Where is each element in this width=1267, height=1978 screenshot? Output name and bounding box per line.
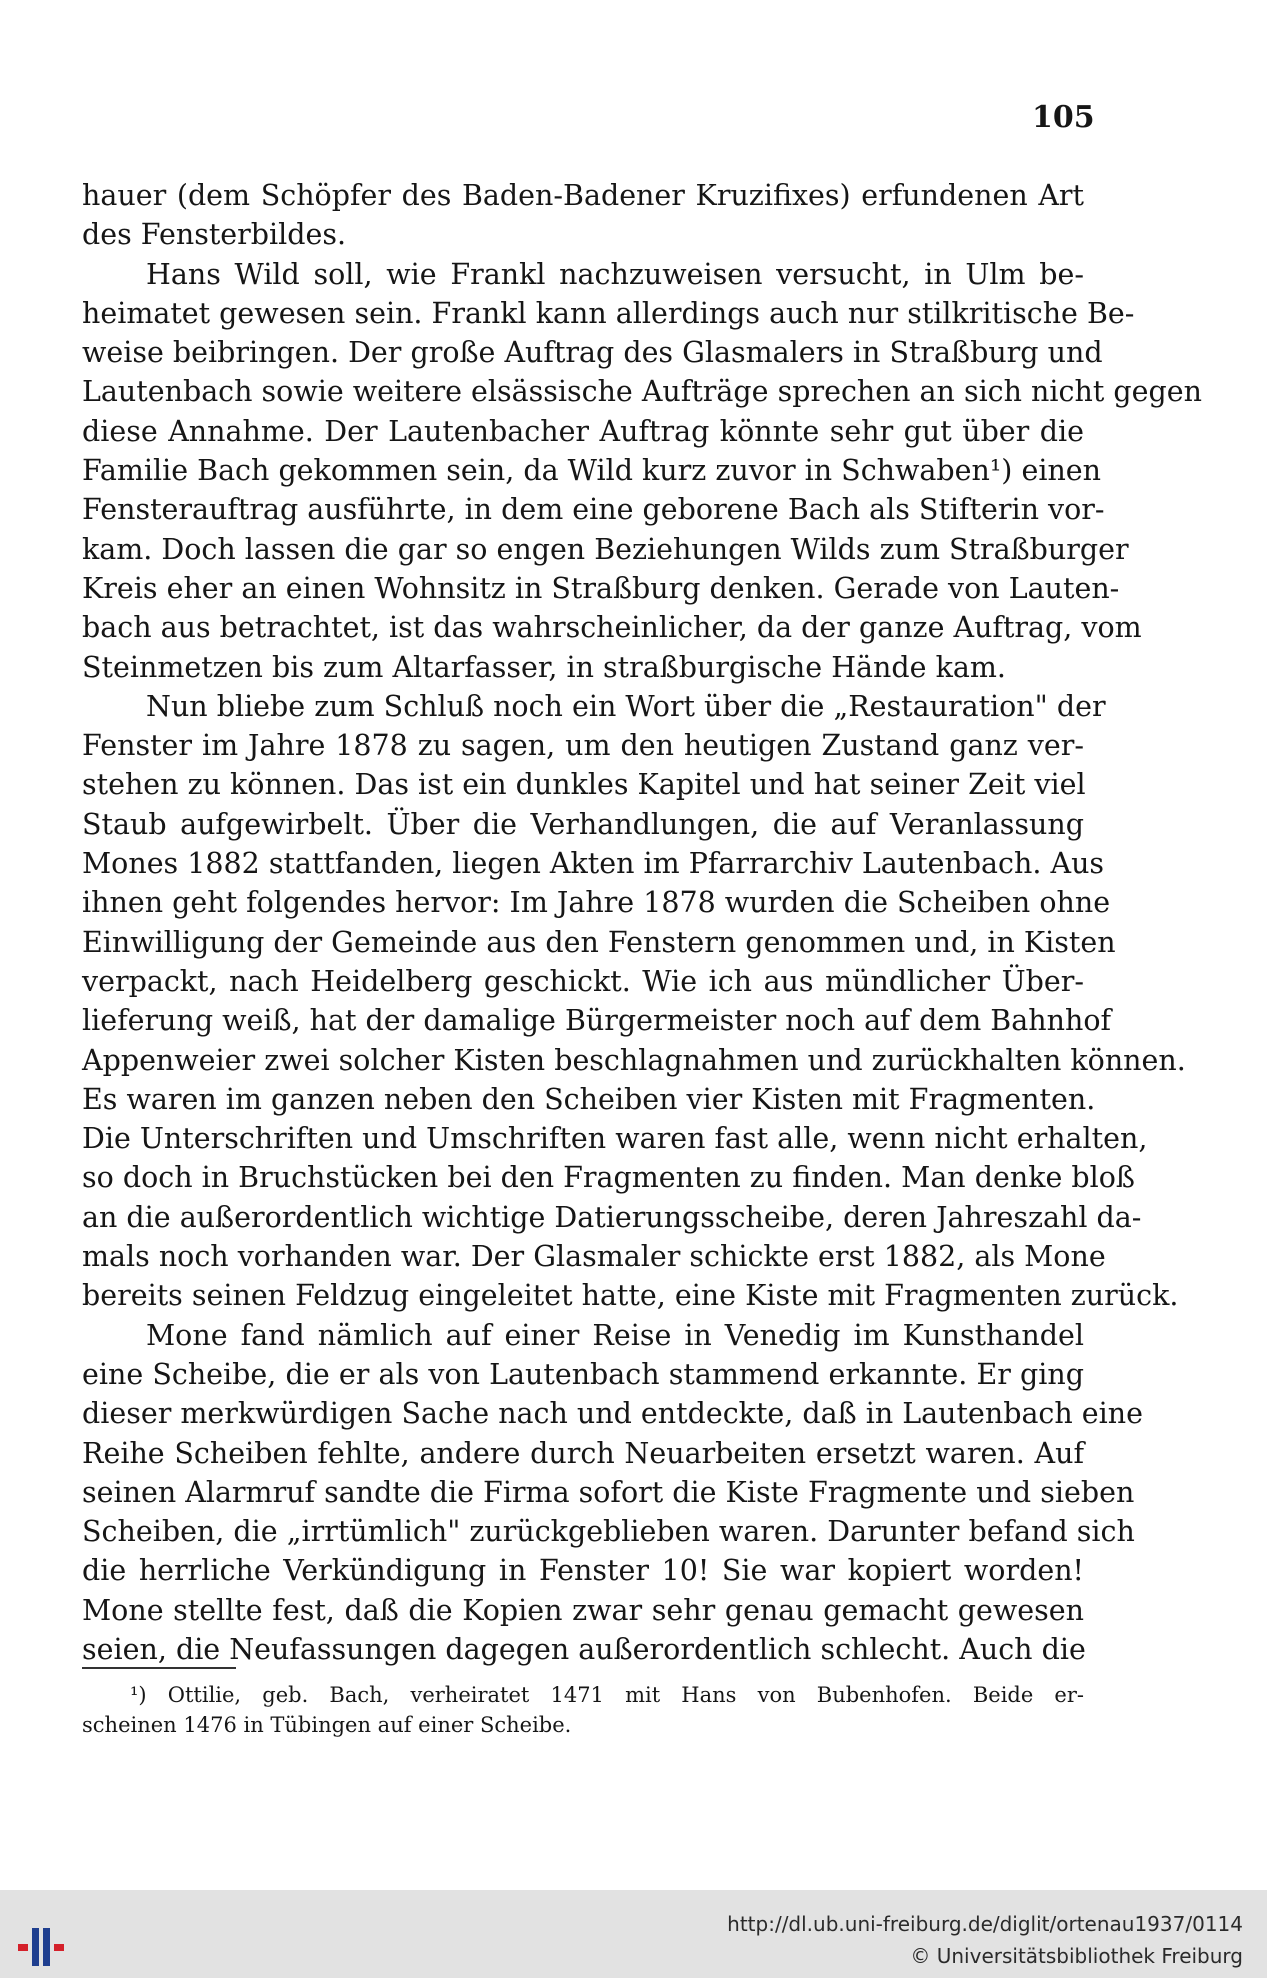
- text-line: eine Scheibe, die er als von Lautenbach stammend erkannte. Er ging: [82, 1357, 1084, 1391]
- text-line: Die Unterschriften und Umschriften waren fast alle, wenn nicht erhalten,: [82, 1122, 1148, 1156]
- text-line: Nun bliebe zum Schluß noch ein Wort über die „Restauration" der: [146, 689, 1106, 723]
- paragraph: [82, 1316, 1144, 1670]
- text-line: Lautenbach sowie weitere elsässische Aufträge sprechen an sich nicht gegen: [82, 375, 1202, 409]
- text-line: bach aus betrachtet, ist das wahrscheinlicher, da der ganze Auftrag, vom: [82, 611, 1142, 645]
- text-line: an die außerordentlich wichtige Datierungsscheibe, deren Jahreszahl da-: [82, 1200, 1142, 1234]
- text-line: Reihe Scheiben fehlte, andere durch Neuarbeiten ersetzt waren. Auf: [82, 1436, 1084, 1470]
- footnote-line: scheinen 1476 in Tübingen auf einer Scheibe.: [82, 1713, 572, 1737]
- footnotes: [82, 1680, 1084, 1740]
- text-line: Fenster im Jahre 1878 zu sagen, um den heutigen Zustand ganz ver-: [82, 729, 1084, 763]
- text-line: heimatet gewesen sein. Frankl kann allerdings auch nur stilkritische Be-: [82, 296, 1135, 330]
- paragraph: [82, 176, 1084, 255]
- footnote-line: ¹) Ottilie, geb. Bach, verheiratet 1471 mit Hans von Bubenhofen. Beide er-: [130, 1683, 1084, 1707]
- text-line: stehen zu können. Das ist ein dunkles Kapitel und hat seiner Zeit viel: [82, 768, 1086, 802]
- text-line: Hans Wild soll, wie Frankl nachzuweisen versucht, in Ulm be-: [146, 257, 1084, 291]
- text-line: die herrliche Verkündigung in Fenster 10! Sie war kopiert worden!: [82, 1554, 1084, 1588]
- text-line: seinen Alarmruf sandte die Firma sofort die Kiste Fragmente und sieben: [82, 1475, 1135, 1509]
- text-line: Kreis eher an einen Wohnsitz in Straßburg denken. Gerade von Lauten-: [82, 571, 1120, 605]
- text-line: verpackt, nach Heidelberg geschickt. Wie ich aus mündlicher Über-: [82, 964, 1084, 998]
- text-line: hauer (dem Schöpfer des Baden-Badener Kruzifixes) erfundenen Art: [82, 179, 1084, 212]
- text-line: Fensterauftrag ausführte, in dem eine geborene Bach als Stifterin vor-: [82, 493, 1105, 527]
- paragraph: [82, 255, 1202, 687]
- footnote: [82, 1680, 1084, 1740]
- page-number: 105: [1032, 100, 1095, 135]
- footnote-separator: [82, 1667, 236, 1669]
- text-line: ihnen geht folgendes hervor: Im Jahre 1878 wurden die Scheiben ohne: [82, 886, 1111, 920]
- text-line: Es waren im ganzen neben den Scheiben vier Kisten mit Fragmenten.: [82, 1082, 1096, 1116]
- text-line: weise beibringen. Der große Auftrag des Glasmalers in Straßburg und: [82, 336, 1103, 370]
- text-line: Mones 1882 stattfanden, liegen Akten im Pfarrarchiv Lautenbach. Aus: [82, 847, 1105, 881]
- text-line: Familie Bach gekommen sein, da Wild kurz zuvor in Schwaben¹) einen: [82, 454, 1102, 488]
- paragraph: [82, 687, 1186, 1316]
- footer-url[interactable]: http://dl.ub.uni-freiburg.de/diglit/ortenau1937/0114: [727, 1912, 1243, 1936]
- text-line: bereits seinen Feldzug eingeleitet hatte, eine Kiste mit Fragmenten zurück.: [82, 1279, 1179, 1313]
- text-line: mals noch vorhanden war. Der Glasmaler schickte erst 1882, als Mone: [82, 1240, 1106, 1274]
- text-line: so doch in Bruchstücken bei den Fragmenten zu finden. Man denke bloß: [82, 1161, 1135, 1195]
- text-line: Staub aufgewirbelt. Über die Verhandlungen, die auf Veranlassung: [82, 807, 1084, 841]
- text-line: dieser merkwürdigen Sache nach und entdeckte, daß in Lautenbach eine: [82, 1397, 1144, 1431]
- body-text: [82, 176, 1202, 1669]
- text-line: Mone fand nämlich auf einer Reise in Venedig im Kunsthandel: [146, 1318, 1084, 1352]
- footer-bar: [0, 1890, 1267, 1978]
- text-line: Steinmetzen bis zum Altarfasser, in straßburgische Hände kam.: [82, 650, 1006, 684]
- text-line: Scheiben, die „irrtümlich" zurückgeblieben waren. Darunter befand sich: [82, 1515, 1135, 1549]
- text-line: kam. Doch lassen die gar so engen Beziehungen Wilds zum Straßburger: [82, 532, 1129, 566]
- footer-copyright: © Universitätsbibliothek Freiburg: [910, 1944, 1243, 1968]
- ub-freiburg-logo-icon: [14, 1898, 84, 1968]
- text-line: lieferung weiß, hat der damalige Bürgermeister noch auf dem Bahnhof: [82, 1004, 1112, 1038]
- text-line: Appenweier zwei solcher Kisten beschlagnahmen und zurückhalten können.: [82, 1043, 1186, 1077]
- text-line: Einwilligung der Gemeinde aus den Fenstern genommen und, in Kisten: [82, 925, 1116, 959]
- text-line: Mone stellte fest, daß die Kopien zwar sehr genau gemacht gewesen: [82, 1593, 1084, 1627]
- text-line: des Fensterbildes.: [82, 218, 347, 252]
- text-line: diese Annahme. Der Lautenbacher Auftrag könnte sehr gut über die: [82, 414, 1084, 448]
- text-line: seien, die Neufassungen dagegen außerordentlich schlecht. Auch die: [82, 1632, 1086, 1666]
